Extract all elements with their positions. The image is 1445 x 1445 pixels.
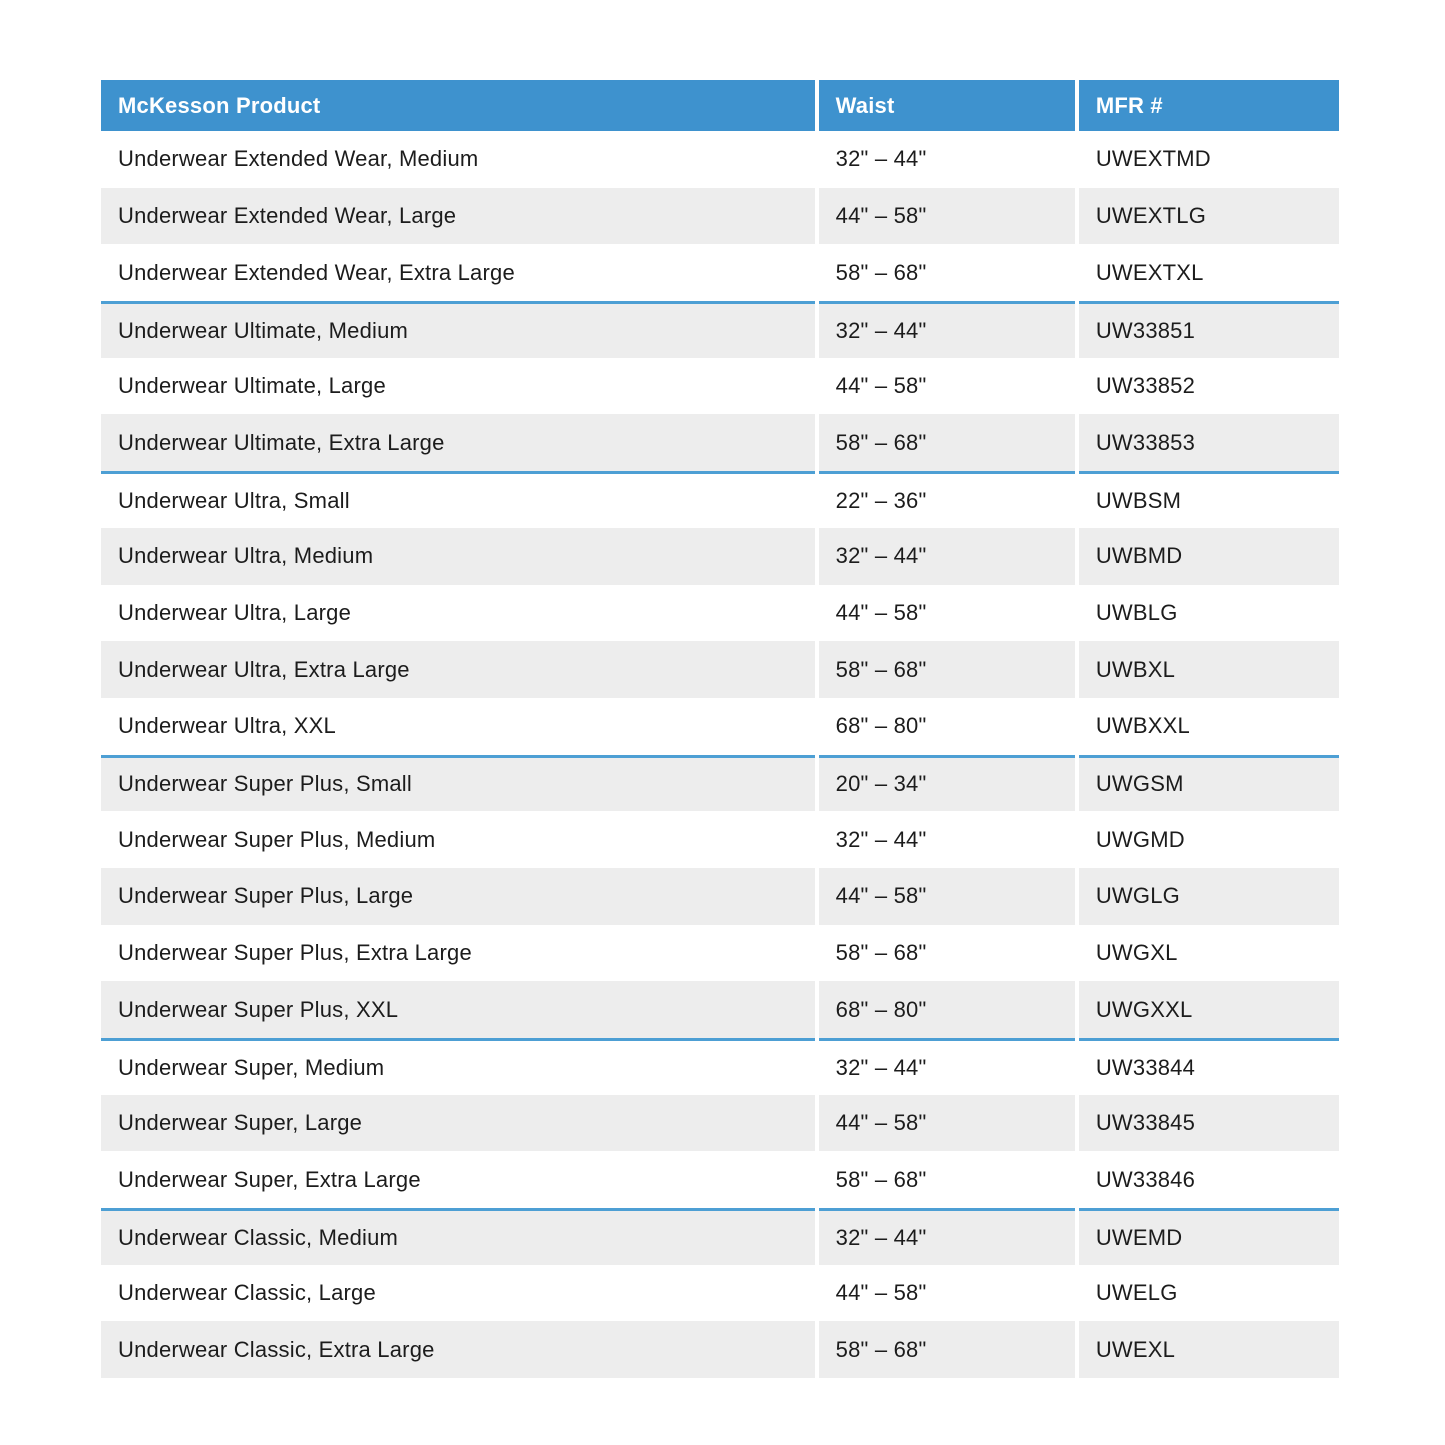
waist-cell: 44" – 58" [819, 868, 1075, 925]
table-row [101, 585, 1339, 642]
waist-cell: 32" – 44" [819, 528, 1075, 585]
table-row [101, 811, 1339, 868]
table-row [101, 528, 1339, 585]
table-body [101, 131, 1339, 1378]
waist-cell: 20" – 34" [819, 755, 1075, 812]
table-row [101, 698, 1339, 755]
table-row [101, 244, 1339, 301]
mfr-cell: UWBLG [1079, 585, 1339, 642]
product-cell: Underwear Ultra, Large [101, 585, 815, 642]
product-cell: Underwear Ultra, Small [101, 471, 815, 528]
mfr-cell: UWEXTLG [1079, 188, 1339, 245]
table-row [101, 1038, 1339, 1095]
waist-cell: 32" – 44" [819, 1208, 1075, 1265]
product-cell: Underwear Classic, Medium [101, 1208, 815, 1265]
waist-cell: 44" – 58" [819, 1265, 1075, 1322]
mfr-cell: UWGMD [1079, 811, 1339, 868]
product-cell: Underwear Ultimate, Medium [101, 301, 815, 358]
product-cell: Underwear Super, Medium [101, 1038, 815, 1095]
waist-cell: 22" – 36" [819, 471, 1075, 528]
mfr-cell: UW33846 [1079, 1151, 1339, 1208]
mfr-cell: UWGXL [1079, 925, 1339, 982]
table-row [101, 301, 1339, 358]
mfr-cell: UWGXXL [1079, 981, 1339, 1038]
mfr-cell: UW33845 [1079, 1095, 1339, 1152]
product-cell: Underwear Extended Wear, Medium [101, 131, 815, 188]
table-row [101, 868, 1339, 925]
column-header-product: McKesson Product [101, 80, 815, 131]
waist-cell: 58" – 68" [819, 925, 1075, 982]
mfr-cell: UWELG [1079, 1265, 1339, 1322]
product-cell: Underwear Ultimate, Extra Large [101, 414, 815, 471]
waist-cell: 58" – 68" [819, 1321, 1075, 1378]
waist-cell: 68" – 80" [819, 981, 1075, 1038]
table-row [101, 755, 1339, 812]
mfr-cell: UWGLG [1079, 868, 1339, 925]
table-header-row [101, 80, 1339, 131]
mfr-cell: UW33844 [1079, 1038, 1339, 1095]
waist-cell: 58" – 68" [819, 414, 1075, 471]
product-cell: Underwear Extended Wear, Extra Large [101, 244, 815, 301]
waist-cell: 32" – 44" [819, 301, 1075, 358]
product-cell: Underwear Super Plus, Small [101, 755, 815, 812]
waist-cell: 58" – 68" [819, 641, 1075, 698]
waist-cell: 58" – 68" [819, 1151, 1075, 1208]
mfr-cell: UWEXL [1079, 1321, 1339, 1378]
product-cell: Underwear Super Plus, Large [101, 868, 815, 925]
waist-cell: 44" – 58" [819, 585, 1075, 642]
mfr-cell: UW33853 [1079, 414, 1339, 471]
mfr-cell: UW33851 [1079, 301, 1339, 358]
waist-cell: 32" – 44" [819, 1038, 1075, 1095]
table-row [101, 471, 1339, 528]
table-row [101, 1321, 1339, 1378]
table-row [101, 641, 1339, 698]
product-cell: Underwear Ultimate, Large [101, 358, 815, 415]
table-row [101, 188, 1339, 245]
product-cell: Underwear Classic, Extra Large [101, 1321, 815, 1378]
waist-cell: 44" – 58" [819, 188, 1075, 245]
waist-cell: 32" – 44" [819, 811, 1075, 868]
mfr-cell: UWGSM [1079, 755, 1339, 812]
waist-cell: 58" – 68" [819, 244, 1075, 301]
mfr-cell: UWEXTMD [1079, 131, 1339, 188]
mfr-cell: UWBSM [1079, 471, 1339, 528]
product-cell: Underwear Super, Large [101, 1095, 815, 1152]
waist-cell: 44" – 58" [819, 1095, 1075, 1152]
waist-cell: 32" – 44" [819, 131, 1075, 188]
product-cell: Underwear Classic, Large [101, 1265, 815, 1322]
mfr-cell: UWBMD [1079, 528, 1339, 585]
product-cell: Underwear Ultra, Medium [101, 528, 815, 585]
table-row [101, 1151, 1339, 1208]
table-row [101, 925, 1339, 982]
table-row [101, 358, 1339, 415]
mfr-cell: UWBXL [1079, 641, 1339, 698]
waist-cell: 44" – 58" [819, 358, 1075, 415]
waist-cell: 68" – 80" [819, 698, 1075, 755]
column-header-mfr: MFR # [1079, 80, 1339, 131]
column-header-waist: Waist [819, 80, 1075, 131]
mfr-cell: UWEXTXL [1079, 244, 1339, 301]
product-cell: Underwear Ultra, XXL [101, 698, 815, 755]
table-row [101, 1095, 1339, 1152]
table-row [101, 131, 1339, 188]
product-cell: Underwear Super Plus, Extra Large [101, 925, 815, 982]
product-cell: Underwear Super, Extra Large [101, 1151, 815, 1208]
table-row [101, 1265, 1339, 1322]
product-cell: Underwear Super Plus, Medium [101, 811, 815, 868]
mfr-cell: UWBXXL [1079, 698, 1339, 755]
product-cell: Underwear Ultra, Extra Large [101, 641, 815, 698]
table-row [101, 981, 1339, 1038]
product-cell: Underwear Extended Wear, Large [101, 188, 815, 245]
mfr-cell: UW33852 [1079, 358, 1339, 415]
size-chart-table [101, 80, 1339, 1378]
product-cell: Underwear Super Plus, XXL [101, 981, 815, 1038]
table-row [101, 1208, 1339, 1265]
table-row [101, 414, 1339, 471]
mfr-cell: UWEMD [1079, 1208, 1339, 1265]
